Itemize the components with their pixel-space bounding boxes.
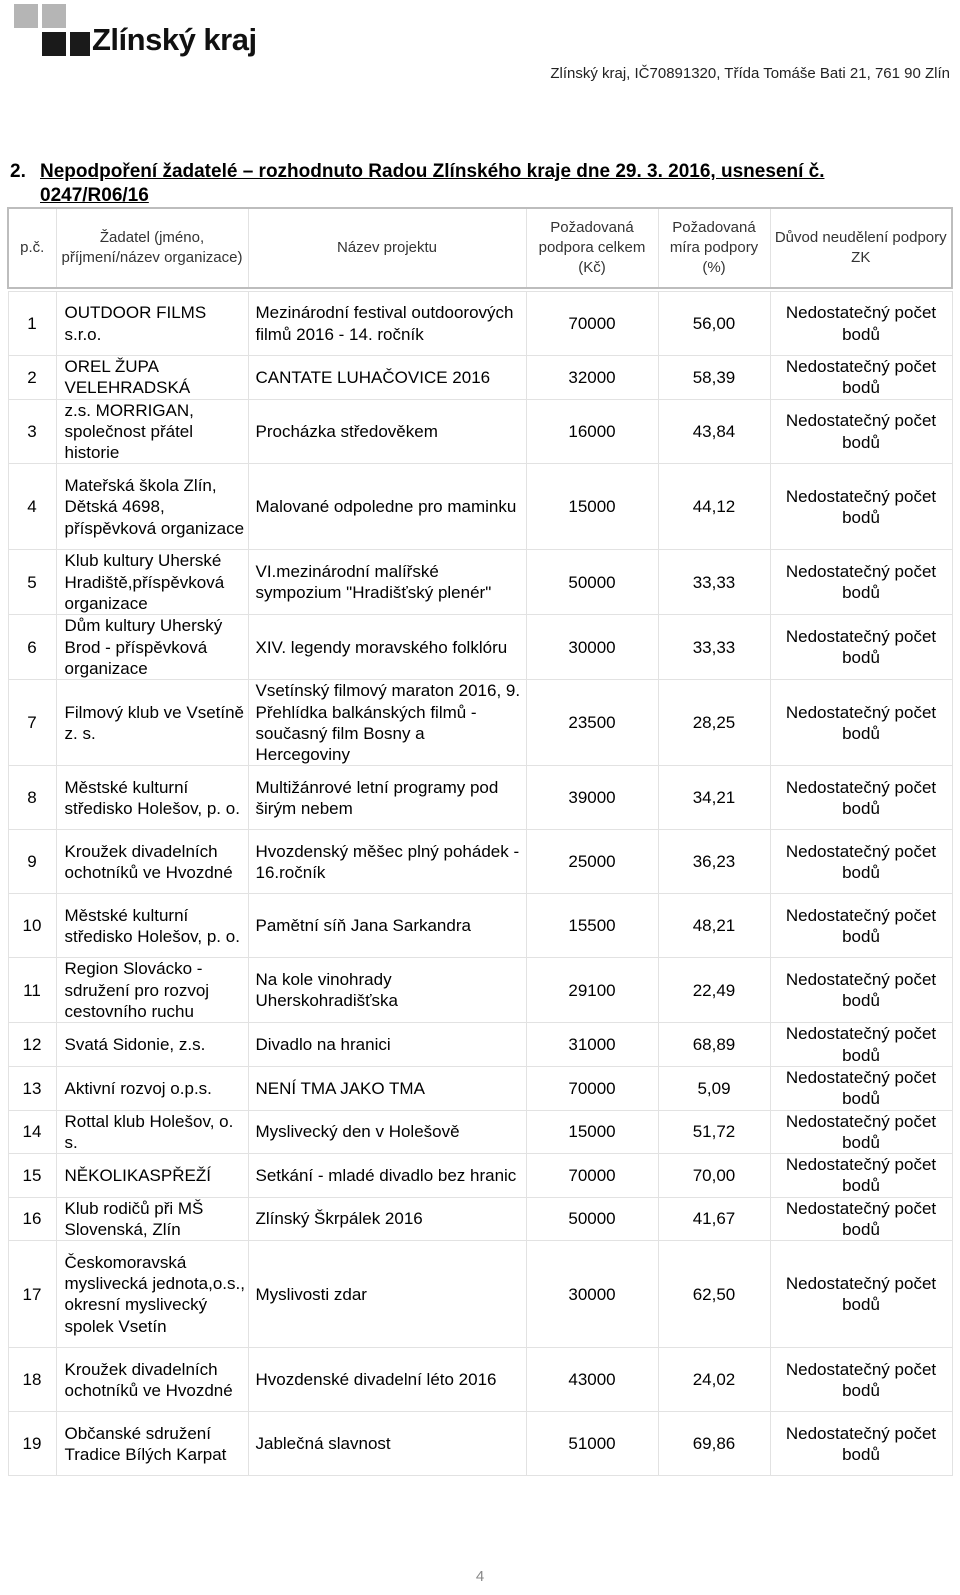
row-number: 8 (8, 766, 56, 830)
row-project: XIV. legendy moravského folklóru (248, 615, 526, 680)
table-row (8, 766, 952, 830)
logo-text: Zlínský kraj (92, 22, 257, 57)
row-number: 18 (8, 1348, 56, 1412)
row-reason: Nedostatečný počet bodů (770, 1348, 952, 1412)
row-applicant: Filmový klub ve Vsetíně z. s. (56, 680, 248, 766)
row-reason: Nedostatečný počet bodů (770, 356, 952, 400)
row-applicant: Svatá Sidonie, z.s. (56, 1023, 248, 1067)
row-project: Mezinárodní festival outdoorových filmů 2016 - 14. ročník (248, 292, 526, 356)
row-percent: 51,72 (658, 1110, 770, 1154)
page-number: 4 (475, 1568, 485, 1585)
row-reason: Nedostatečný počet bodů (770, 958, 952, 1023)
table-row (8, 1023, 952, 1067)
row-percent: 70,00 (658, 1154, 770, 1198)
row-reason: Nedostatečný počet bodů (770, 894, 952, 958)
row-reason: Nedostatečný počet bodů (770, 1241, 952, 1348)
row-applicant: NĚKOLIKASPŘEŽÍ (56, 1154, 248, 1198)
row-number: 5 (8, 550, 56, 615)
row-project: NENÍ TMA JAKO TMA (248, 1066, 526, 1110)
header-number: p.č. (8, 208, 56, 288)
row-project: Zlínský Škrpálek 2016 (248, 1197, 526, 1241)
header-amount: Požadovaná podpora celkem (Kč) (526, 208, 658, 288)
row-applicant: Mateřská škola Zlín, Dětská 4698, příspěvková organizace (56, 464, 248, 550)
row-reason: Nedostatečný počet bodů (770, 399, 952, 464)
row-amount: 25000 (526, 830, 658, 894)
row-number: 16 (8, 1197, 56, 1241)
row-applicant: Klub rodičů při MŠ Slovenská, Zlín (56, 1197, 248, 1241)
row-reason: Nedostatečný počet bodů (770, 550, 952, 615)
row-percent: 44,12 (658, 464, 770, 550)
row-project: Vsetínský filmový maraton 2016, 9. Přehlídka balkánských filmů - současný film Bosny a Hercegoviny (248, 680, 526, 766)
row-project: VI.mezinárodní malířské sympozium "Hradišťský plenér" (248, 550, 526, 615)
row-amount: 15500 (526, 894, 658, 958)
logo-mark-icon (12, 2, 92, 62)
row-percent: 33,33 (658, 615, 770, 680)
row-applicant: Aktivní rozvoj o.p.s. (56, 1066, 248, 1110)
row-percent: 36,23 (658, 830, 770, 894)
row-percent: 28,25 (658, 680, 770, 766)
row-amount: 70000 (526, 292, 658, 356)
row-reason: Nedostatečný počet bodů (770, 1412, 952, 1476)
row-amount: 31000 (526, 1023, 658, 1067)
header-project: Název projektu (248, 208, 526, 288)
row-amount: 50000 (526, 550, 658, 615)
row-project: Divadlo na hranici (248, 1023, 526, 1067)
row-percent: 24,02 (658, 1348, 770, 1412)
row-applicant: z.s. MORRIGAN, společnost přátel historie (56, 399, 248, 464)
row-number: 12 (8, 1023, 56, 1067)
table-row (8, 550, 952, 615)
row-applicant: Českomoravská myslivecká jednota,o.s., okresní myslivecký spolek Vsetín (56, 1241, 248, 1348)
row-percent: 48,21 (658, 894, 770, 958)
row-reason: Nedostatečný počet bodů (770, 464, 952, 550)
row-amount: 32000 (526, 356, 658, 400)
row-amount: 30000 (526, 1241, 658, 1348)
row-applicant: Dům kultury Uherský Brod - příspěvková organizace (56, 615, 248, 680)
table-row (8, 356, 952, 400)
row-project: Hvozdenské divadelní léto 2016 (248, 1348, 526, 1412)
row-percent: 5,09 (658, 1066, 770, 1110)
row-amount: 70000 (526, 1154, 658, 1198)
row-project: Malované odpoledne pro maminku (248, 464, 526, 550)
row-number: 4 (8, 464, 56, 550)
row-applicant: Klub kultury Uherské Hradiště,příspěvková organizace (56, 550, 248, 615)
row-project: Myslivosti zdar (248, 1241, 526, 1348)
row-number: 9 (8, 830, 56, 894)
table-row (8, 958, 952, 1023)
row-number: 10 (8, 894, 56, 958)
row-applicant: OREL ŽUPA VELEHRADSKÁ (56, 356, 248, 400)
row-number: 11 (8, 958, 56, 1023)
row-number: 17 (8, 1241, 56, 1348)
logo (12, 2, 262, 62)
row-percent: 33,33 (658, 550, 770, 615)
row-reason: Nedostatečný počet bodů (770, 680, 952, 766)
row-applicant: Občanské sdružení Tradice Bílých Karpat (56, 1412, 248, 1476)
row-percent: 68,89 (658, 1023, 770, 1067)
row-reason: Nedostatečný počet bodů (770, 292, 952, 356)
header-percent: Požadovaná míra podpory (%) (658, 208, 770, 288)
row-project: Jablečná slavnost (248, 1412, 526, 1476)
row-project: Procházka středověkem (248, 399, 526, 464)
row-number: 7 (8, 680, 56, 766)
row-amount: 70000 (526, 1066, 658, 1110)
row-number: 6 (8, 615, 56, 680)
section-title-line2: 0247/R06/16 (40, 185, 149, 206)
table-row (8, 894, 952, 958)
organization-address: Zlínský kraj, IČ70891320, Třída Tomáše Bati 21, 761 90 Zlín (550, 65, 950, 82)
section-number: 2. (10, 161, 26, 182)
row-reason: Nedostatečný počet bodů (770, 1154, 952, 1198)
table-row (8, 1412, 952, 1476)
table-row (8, 1154, 952, 1198)
table-row (8, 1110, 952, 1154)
applicants-table (7, 207, 953, 1476)
row-percent: 58,39 (658, 356, 770, 400)
row-project: Myslivecký den v Holešově (248, 1110, 526, 1154)
section-title-line1: Nepodpoření žadatelé – rozhodnuto Radou Zlínského kraje dne 29. 3. 2016, usnesení č. (40, 161, 825, 182)
row-percent: 69,86 (658, 1412, 770, 1476)
row-project: Pamětní síň Jana Sarkandra (248, 894, 526, 958)
row-reason: Nedostatečný počet bodů (770, 1110, 952, 1154)
row-percent: 62,50 (658, 1241, 770, 1348)
row-amount: 23500 (526, 680, 658, 766)
table-row (8, 464, 952, 550)
table-row (8, 1197, 952, 1241)
row-number: 15 (8, 1154, 56, 1198)
table-row (8, 615, 952, 680)
row-applicant: Region Slovácko - sdružení pro rozvoj cestovního ruchu (56, 958, 248, 1023)
row-amount: 30000 (526, 615, 658, 680)
row-project: Na kole vinohrady Uherskohradišťska (248, 958, 526, 1023)
table-body (8, 292, 952, 1476)
row-reason: Nedostatečný počet bodů (770, 766, 952, 830)
table-row (8, 1348, 952, 1412)
row-amount: 43000 (526, 1348, 658, 1412)
section-heading (10, 160, 910, 208)
row-applicant: OUTDOOR FILMS s.r.o. (56, 292, 248, 356)
row-applicant: Městské kulturní středisko Holešov, p. o. (56, 766, 248, 830)
row-reason: Nedostatečný počet bodů (770, 1197, 952, 1241)
row-number: 14 (8, 1110, 56, 1154)
row-reason: Nedostatečný počet bodů (770, 830, 952, 894)
row-reason: Nedostatečný počet bodů (770, 615, 952, 680)
row-applicant: Kroužek divadelních ochotníků ve Hvozdné (56, 830, 248, 894)
row-applicant: Rottal klub Holešov, o. s. (56, 1110, 248, 1154)
row-number: 1 (8, 292, 56, 356)
row-percent: 22,49 (658, 958, 770, 1023)
table-row (8, 1066, 952, 1110)
row-number: 13 (8, 1066, 56, 1110)
table-row (8, 292, 952, 356)
row-amount: 15000 (526, 1110, 658, 1154)
row-amount: 16000 (526, 399, 658, 464)
header-reason: Důvod neudělení podpory ZK (770, 208, 952, 288)
row-applicant: Městské kulturní středisko Holešov, p. o. (56, 894, 248, 958)
row-percent: 56,00 (658, 292, 770, 356)
row-project: Hvozdenský měšec plný pohádek - 16.ročník (248, 830, 526, 894)
table-row (8, 1241, 952, 1348)
row-amount: 39000 (526, 766, 658, 830)
row-reason: Nedostatečný počet bodů (770, 1023, 952, 1067)
row-project: Multižánrové letní programy pod širým nebem (248, 766, 526, 830)
table-header-row (8, 208, 952, 288)
row-number: 3 (8, 399, 56, 464)
row-amount: 29100 (526, 958, 658, 1023)
row-percent: 34,21 (658, 766, 770, 830)
row-amount: 50000 (526, 1197, 658, 1241)
row-amount: 51000 (526, 1412, 658, 1476)
row-percent: 41,67 (658, 1197, 770, 1241)
table-row (8, 830, 952, 894)
header-applicant: Žadatel (jméno, příjmení/název organizace) (56, 208, 248, 288)
row-applicant: Kroužek divadelních ochotníků ve Hvozdné (56, 1348, 248, 1412)
table-row (8, 399, 952, 464)
row-number: 19 (8, 1412, 56, 1476)
row-number: 2 (8, 356, 56, 400)
row-amount: 15000 (526, 464, 658, 550)
row-project: CANTATE LUHAČOVICE 2016 (248, 356, 526, 400)
row-percent: 43,84 (658, 399, 770, 464)
row-reason: Nedostatečný počet bodů (770, 1066, 952, 1110)
table-row (8, 680, 952, 766)
row-project: Setkání - mladé divadlo bez hranic (248, 1154, 526, 1198)
